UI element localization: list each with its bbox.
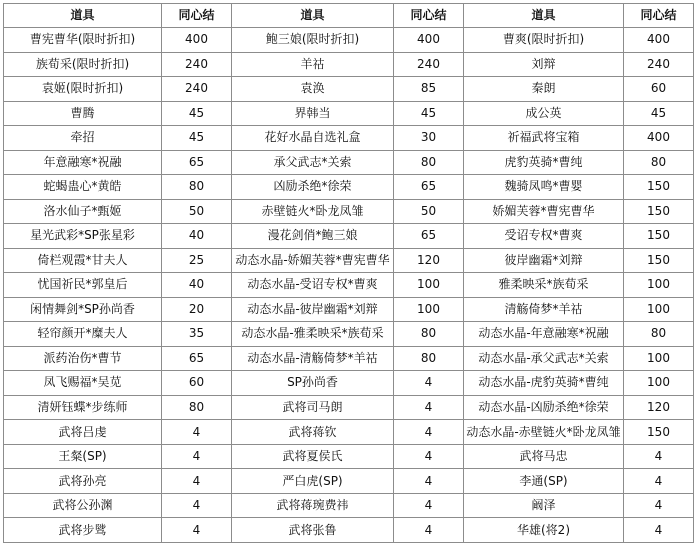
tongxinjie-cost-cell: 45: [394, 101, 464, 126]
item-name-cell: 动态水晶-清觞倚梦*羊祜: [232, 346, 394, 371]
item-name-cell: 曹爽(限时折扣): [464, 28, 624, 53]
item-name-cell: 蛇蝎蛊心*黄皓: [4, 175, 162, 200]
item-name-cell: 严白虎(SP): [232, 469, 394, 494]
item-name-cell: 彼岸幽霜*刘辩: [464, 248, 624, 273]
tongxinjie-cost-cell: 50: [162, 199, 232, 224]
table-row: [4, 469, 694, 494]
item-name-cell: SP孙尚香: [232, 371, 394, 396]
item-name-cell: 族荀采(限时折扣): [4, 52, 162, 77]
tongxinjie-cost-cell: 65: [162, 346, 232, 371]
item-name-cell: 羊祜: [232, 52, 394, 77]
item-name-cell: 界韩当: [232, 101, 394, 126]
table-header-row: [4, 4, 694, 28]
tongxinjie-cost-cell: 100: [624, 273, 694, 298]
tongxinjie-cost-cell: 80: [162, 395, 232, 420]
item-name-cell: 秦朗: [464, 77, 624, 102]
item-name-cell: 武将吕虔: [4, 420, 162, 445]
item-name-cell: 曹宪曹华(限时折扣): [4, 28, 162, 53]
tongxinjie-cost-cell: 65: [162, 150, 232, 175]
item-name-cell: 凤飞赐福*吴苋: [4, 371, 162, 396]
tongxinjie-cost-cell: 35: [162, 322, 232, 347]
item-name-cell: 轻帘颜开*糜夫人: [4, 322, 162, 347]
item-name-cell: 王粲(SP): [4, 444, 162, 469]
item-name-cell: 星光武彩*SP张星彩: [4, 224, 162, 249]
tongxinjie-cost-cell: 400: [624, 126, 694, 151]
tongxinjie-cost-cell: 400: [624, 28, 694, 53]
item-name-cell: 曹腾: [4, 101, 162, 126]
tongxinjie-cost-cell: 4: [624, 469, 694, 494]
table-row: [4, 518, 694, 543]
column-header-item: 道具: [232, 4, 394, 28]
table-row: [4, 77, 694, 102]
tongxinjie-cost-cell: 80: [394, 346, 464, 371]
tongxinjie-cost-cell: 4: [394, 395, 464, 420]
table-row: [4, 420, 694, 445]
table-row: [4, 248, 694, 273]
tongxinjie-cost-cell: 4: [624, 518, 694, 543]
tongxinjie-cost-cell: 4: [162, 493, 232, 518]
item-name-cell: 倚栏观霞*甘夫人: [4, 248, 162, 273]
item-name-cell: 武将公孙渊: [4, 493, 162, 518]
item-name-cell: 年意融寒*祝融: [4, 150, 162, 175]
item-name-cell: 凶励杀绝*徐荣: [232, 175, 394, 200]
tongxinjie-cost-cell: 120: [624, 395, 694, 420]
table-row: [4, 101, 694, 126]
item-name-cell: 武将夏侯氏: [232, 444, 394, 469]
item-name-cell: 武将蒋钦: [232, 420, 394, 445]
tongxinjie-cost-cell: 4: [394, 444, 464, 469]
tongxinjie-cost-cell: 65: [394, 175, 464, 200]
tongxinjie-cost-cell: 4: [162, 518, 232, 543]
tongxinjie-cost-cell: 4: [162, 469, 232, 494]
column-header-item: 道具: [464, 4, 624, 28]
tongxinjie-cost-cell: 150: [624, 224, 694, 249]
item-name-cell: 动态水晶-凶励杀绝*徐荣: [464, 395, 624, 420]
item-name-cell: 动态水晶-彼岸幽霜*刘辩: [232, 297, 394, 322]
tongxinjie-cost-cell: 4: [162, 444, 232, 469]
item-name-cell: 刘辩: [464, 52, 624, 77]
item-name-cell: 洛水仙子*甄姬: [4, 199, 162, 224]
column-header-tongxinjie: 同心结: [162, 4, 232, 28]
item-name-cell: 成公英: [464, 101, 624, 126]
tongxinjie-cost-cell: 85: [394, 77, 464, 102]
tongxinjie-cost-cell: 25: [162, 248, 232, 273]
tongxinjie-cost-cell: 400: [162, 28, 232, 53]
tongxinjie-cost-cell: 4: [624, 493, 694, 518]
item-name-cell: 雅柔映采*族荀采: [464, 273, 624, 298]
table-row: [4, 175, 694, 200]
table-row: [4, 346, 694, 371]
item-name-cell: 清觞倚梦*羊祜: [464, 297, 624, 322]
tongxinjie-cost-cell: 400: [394, 28, 464, 53]
tongxinjie-cost-cell: 65: [394, 224, 464, 249]
item-name-cell: 阚泽: [464, 493, 624, 518]
item-name-cell: 鲍三娘(限时折扣): [232, 28, 394, 53]
item-name-cell: 动态水晶-受诏专权*曹爽: [232, 273, 394, 298]
item-name-cell: 漫花剑俏*鲍三娘: [232, 224, 394, 249]
table-row: [4, 493, 694, 518]
tongxinjie-cost-cell: 150: [624, 248, 694, 273]
item-name-cell: 动态水晶-娇媚芙蓉*曹宪曹华: [232, 248, 394, 273]
item-name-cell: 袁涣: [232, 77, 394, 102]
reward-exchange-table: [3, 3, 694, 543]
item-name-cell: 娇媚芙蓉*曹宪曹华: [464, 199, 624, 224]
item-name-cell: 派药治伤*曹节: [4, 346, 162, 371]
table-row: [4, 273, 694, 298]
tongxinjie-cost-cell: 20: [162, 297, 232, 322]
table-row: [4, 322, 694, 347]
item-name-cell: 闲情舞剑*SP孙尚香: [4, 297, 162, 322]
tongxinjie-cost-cell: 240: [162, 77, 232, 102]
item-name-cell: 受诏专权*曹爽: [464, 224, 624, 249]
item-name-cell: 武将孙亮: [4, 469, 162, 494]
item-name-cell: 动态水晶-年意融寒*祝融: [464, 322, 624, 347]
tongxinjie-cost-cell: 45: [162, 101, 232, 126]
tongxinjie-cost-cell: 100: [624, 297, 694, 322]
tongxinjie-cost-cell: 40: [162, 224, 232, 249]
tongxinjie-cost-cell: 120: [394, 248, 464, 273]
item-name-cell: 花好水晶自选礼盒: [232, 126, 394, 151]
item-name-cell: 李通(SP): [464, 469, 624, 494]
table-row: [4, 371, 694, 396]
tongxinjie-cost-cell: 240: [394, 52, 464, 77]
table-row: [4, 444, 694, 469]
tongxinjie-cost-cell: 100: [394, 297, 464, 322]
table-row: [4, 199, 694, 224]
tongxinjie-cost-cell: 40: [162, 273, 232, 298]
item-name-cell: 祈福武将宝箱: [464, 126, 624, 151]
tongxinjie-cost-cell: 45: [162, 126, 232, 151]
tongxinjie-cost-cell: 4: [624, 444, 694, 469]
tongxinjie-cost-cell: 150: [624, 175, 694, 200]
item-name-cell: 牵招: [4, 126, 162, 151]
tongxinjie-cost-cell: 80: [394, 150, 464, 175]
tongxinjie-cost-cell: 45: [624, 101, 694, 126]
column-header-tongxinjie: 同心结: [394, 4, 464, 28]
tongxinjie-cost-cell: 60: [624, 77, 694, 102]
tongxinjie-cost-cell: 80: [394, 322, 464, 347]
tongxinjie-cost-cell: 4: [162, 420, 232, 445]
tongxinjie-cost-cell: 80: [624, 150, 694, 175]
tongxinjie-cost-cell: 4: [394, 493, 464, 518]
tongxinjie-cost-cell: 150: [624, 199, 694, 224]
item-name-cell: 承父武志*关索: [232, 150, 394, 175]
column-header-tongxinjie: 同心结: [624, 4, 694, 28]
item-name-cell: 华雄(将2): [464, 518, 624, 543]
item-name-cell: 动态水晶-雅柔映采*族荀采: [232, 322, 394, 347]
item-name-cell: 清妍钰蝶*步练师: [4, 395, 162, 420]
item-name-cell: 虎豹英骑*曹纯: [464, 150, 624, 175]
item-name-cell: 忧国祈民*郭皇后: [4, 273, 162, 298]
tongxinjie-cost-cell: 240: [162, 52, 232, 77]
table-body: [4, 28, 694, 543]
tongxinjie-cost-cell: 80: [624, 322, 694, 347]
tongxinjie-cost-cell: 100: [624, 346, 694, 371]
table-row: [4, 126, 694, 151]
item-name-cell: 魏骑凤鸣*曹婴: [464, 175, 624, 200]
tongxinjie-cost-cell: 50: [394, 199, 464, 224]
item-name-cell: 武将蒋琬费祎: [232, 493, 394, 518]
tongxinjie-cost-cell: 4: [394, 371, 464, 396]
table-row: [4, 224, 694, 249]
table-row: [4, 150, 694, 175]
item-name-cell: 武将司马朗: [232, 395, 394, 420]
item-name-cell: 动态水晶-承父武志*关索: [464, 346, 624, 371]
tongxinjie-cost-cell: 60: [162, 371, 232, 396]
item-name-cell: 武将马忠: [464, 444, 624, 469]
tongxinjie-cost-cell: 150: [624, 420, 694, 445]
tongxinjie-cost-cell: 4: [394, 518, 464, 543]
tongxinjie-cost-cell: 100: [394, 273, 464, 298]
tongxinjie-cost-cell: 240: [624, 52, 694, 77]
table-row: [4, 297, 694, 322]
tongxinjie-cost-cell: 4: [394, 420, 464, 445]
column-header-item: 道具: [4, 4, 162, 28]
tongxinjie-cost-cell: 4: [394, 469, 464, 494]
table-row: [4, 28, 694, 53]
tongxinjie-cost-cell: 80: [162, 175, 232, 200]
item-name-cell: 动态水晶-虎豹英骑*曹纯: [464, 371, 624, 396]
item-name-cell: 袁姬(限时折扣): [4, 77, 162, 102]
item-name-cell: 武将张鲁: [232, 518, 394, 543]
item-name-cell: 赤壁链火*卧龙凤雏: [232, 199, 394, 224]
table-row: [4, 52, 694, 77]
tongxinjie-cost-cell: 100: [624, 371, 694, 396]
item-name-cell: 动态水晶-赤壁链火*卧龙凤雏: [464, 420, 624, 445]
table-row: [4, 395, 694, 420]
item-name-cell: 武将步骘: [4, 518, 162, 543]
tongxinjie-cost-cell: 30: [394, 126, 464, 151]
